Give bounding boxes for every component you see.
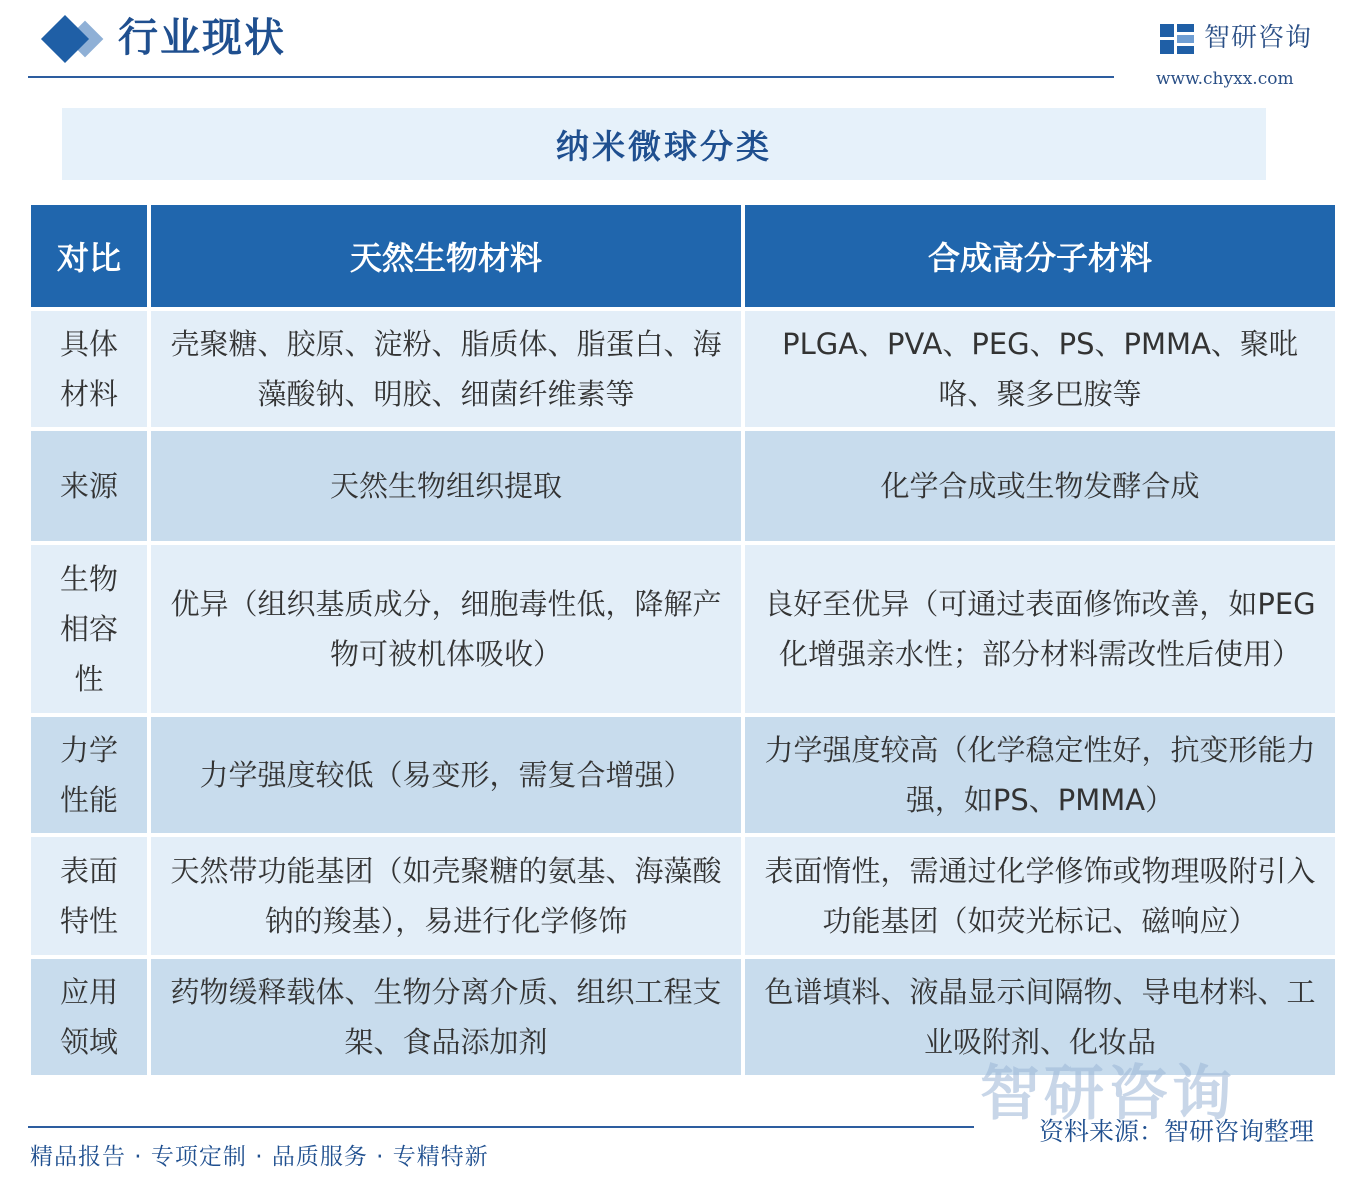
row-label-line: 领域	[59, 1025, 118, 1059]
header	[0, 0, 1354, 100]
row-label-line: 来源	[59, 469, 118, 503]
row-label-line: 生物	[59, 562, 118, 596]
natural-cell: 力学强度较低（易变形，需复合增强）	[149, 715, 743, 835]
synthetic-cell: 良好至优异（可通过表面修饰改善，如PEG化增强亲水性；部分材料需改性后使用）	[743, 543, 1337, 715]
table-title: 纳米微球分类	[556, 126, 772, 166]
section-title: 行业现状	[118, 15, 286, 61]
row-label	[29, 309, 149, 429]
synthetic-cell: 力学强度较高（化学稳定性好，抗变形能力强，如PS、PMMA）	[743, 715, 1337, 835]
natural-cell: 天然带功能基团（如壳聚糖的氨基、海藻酸钠的羧基），易进行化学修饰	[149, 835, 743, 957]
logo-name: 智研咨询	[1204, 23, 1313, 53]
row-label-line: 表面	[59, 854, 118, 888]
classification-table	[27, 201, 1339, 1079]
watermark-logo: 智研咨询	[980, 1059, 1236, 1129]
synthetic-cell: 表面惰性，需通过化学修饰或物理吸附引入功能基团（如荧光标记、磁响应）	[743, 835, 1337, 957]
row-label-line: 性能	[59, 783, 118, 817]
table-header-row	[29, 203, 1337, 309]
table-row	[29, 543, 1337, 715]
row-label	[29, 835, 149, 957]
table-row	[29, 429, 1337, 543]
row-label	[29, 715, 149, 835]
synthetic-cell: 化学合成或生物发酵合成	[743, 429, 1337, 543]
logo-url: www.chyxx.com	[1156, 69, 1294, 89]
table-row	[29, 309, 1337, 429]
synthetic-cell: PLGA、PVA、PEG、PS、PMMA、聚吡咯、聚多巴胺等	[743, 309, 1337, 429]
table-row	[29, 715, 1337, 835]
row-label	[29, 543, 149, 715]
footer-slogan: 精品报告 · 专项定制 · 品质服务 · 专精特新	[30, 1144, 489, 1170]
table-row	[29, 835, 1337, 957]
natural-cell: 天然生物组织提取	[149, 429, 743, 543]
row-label-line: 力学	[59, 733, 118, 767]
row-label-line: 具体	[59, 327, 118, 361]
header-synthetic: 合成高分子材料	[743, 203, 1337, 309]
source-note: 资料来源：智研咨询整理	[1038, 1117, 1314, 1146]
logo-icon	[1160, 24, 1194, 54]
header-divider	[28, 76, 1114, 78]
natural-cell: 壳聚糖、胶原、淀粉、脂质体、脂蛋白、海藻酸钠、明胶、细菌纤维素等	[149, 309, 743, 429]
row-label-line: 材料	[59, 377, 118, 411]
natural-cell: 优异（组织基质成分，细胞毒性低，降解产物可被机体吸收）	[149, 543, 743, 715]
row-label-line: 特性	[59, 904, 118, 938]
row-label	[29, 957, 149, 1077]
header-compare: 对比	[29, 203, 149, 309]
row-label	[29, 429, 149, 543]
table-title-band	[62, 108, 1266, 180]
header-natural: 天然生物材料	[149, 203, 743, 309]
row-label-line: 应用	[59, 975, 118, 1009]
synthetic-cell: 色谱填料、液晶显示间隔物、导电材料、工业吸附剂、化妆品	[743, 957, 1337, 1077]
natural-cell: 药物缓释载体、生物分离介质、组织工程支架、食品添加剂	[149, 957, 743, 1077]
row-label-line: 性	[74, 662, 104, 696]
row-label-line: 相容	[59, 612, 118, 646]
footer-divider	[28, 1126, 974, 1128]
